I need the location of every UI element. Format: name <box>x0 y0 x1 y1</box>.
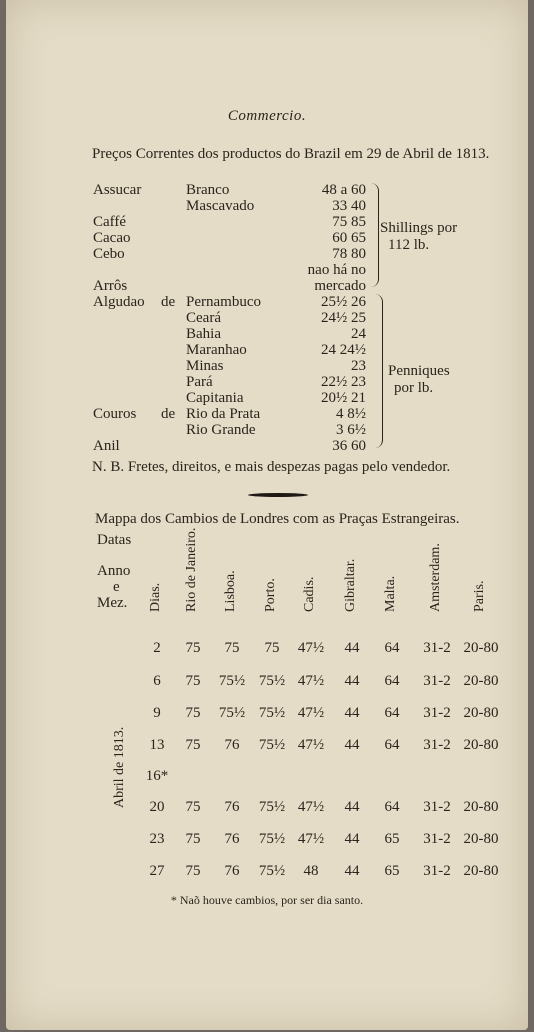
exchange-header: Rio de Janeiro. <box>184 527 199 612</box>
exchange-cell: 75½ <box>218 705 246 721</box>
exchange-header: Malta. <box>383 575 398 612</box>
exchange-cell: 20-80 <box>463 831 499 847</box>
exchange-cell: 20-80 <box>463 737 499 753</box>
exchange-cell: 64 <box>384 640 400 656</box>
price-kind: Maranhao <box>186 342 247 358</box>
exchange-cell: 20-80 <box>463 673 499 689</box>
exchange-cell: 47½ <box>297 705 325 721</box>
price-value: 78 80 <box>332 246 366 262</box>
exchange-header: Lisboa. <box>223 570 238 612</box>
price-product: Arrôs <box>93 278 128 294</box>
exchange-cell: 20-80 <box>463 799 499 815</box>
price-product: Algudao <box>93 294 145 310</box>
price-value: 23 <box>351 358 366 374</box>
exchange-cell: 31-2 <box>423 737 451 753</box>
exchange-cell: 75 <box>224 640 240 656</box>
exchange-cell: 47½ <box>297 737 325 753</box>
exchange-header: Porto. <box>263 578 278 612</box>
anno-label: Anno <box>97 563 131 579</box>
price-value: 60 65 <box>332 230 366 246</box>
exchange-cell: 44 <box>344 737 360 753</box>
exchange-cell: 31-2 <box>423 863 451 879</box>
price-kind: Bahia <box>186 326 221 342</box>
exchange-cell: 76 <box>224 799 240 815</box>
exchange-cell: 44 <box>344 831 360 847</box>
exchange-cell: 65 <box>384 863 400 879</box>
price-value: 33 40 <box>332 198 366 214</box>
exchange-day: 6 <box>153 673 161 689</box>
exchange-cell: 76 <box>224 737 240 753</box>
exchange-cell: 75½ <box>258 863 286 879</box>
anno-e-label: e <box>113 579 120 595</box>
price-value: 75 85 <box>332 214 366 230</box>
unit-pence-line2: por lb. <box>394 380 434 396</box>
price-kind: Mascavado <box>186 198 255 214</box>
exchange-cell: 31-2 <box>423 831 451 847</box>
exchange-cell: 44 <box>344 705 360 721</box>
price-product: Assucar <box>93 182 142 198</box>
price-value: 4 8½ <box>336 406 366 422</box>
exchange-header: Amsterdam. <box>428 543 443 612</box>
price-value: 20½ 21 <box>321 390 366 406</box>
exchange-cell: 75 <box>185 737 201 753</box>
exchange-cell: 64 <box>384 673 400 689</box>
exchange-cell: 44 <box>344 640 360 656</box>
price-value: nao há no <box>307 262 366 278</box>
exchange-cell: 20-80 <box>463 863 499 879</box>
exchange-cell: 75 <box>185 831 201 847</box>
price-value: 48 a 60 <box>321 182 366 198</box>
exchange-cell: 75½ <box>258 799 286 815</box>
exchange-cell: 31-2 <box>423 799 451 815</box>
exchange-cell: 64 <box>384 737 400 753</box>
price-product: Caffé <box>93 214 127 230</box>
pence-brace <box>372 294 383 448</box>
price-value: 22½ 23 <box>321 374 366 390</box>
price-value: 25½ 26 <box>321 294 366 310</box>
exchange-header: Dias. <box>148 582 163 612</box>
exchange-cell: 47½ <box>297 640 325 656</box>
price-value: 24½ 25 <box>321 310 366 326</box>
price-kind: Branco <box>186 182 230 198</box>
price-product: Cacao <box>93 230 131 246</box>
price-product: Cebo <box>93 246 125 262</box>
price-value: 3 6½ <box>336 422 366 438</box>
exchange-cell: 47½ <box>297 673 325 689</box>
price-kind: Pernambuco <box>186 294 261 310</box>
exchange-day: 13 <box>149 737 165 753</box>
exchange-day: 27 <box>149 863 165 879</box>
exchange-header: Gibraltar. <box>343 558 358 612</box>
section-separator <box>248 493 308 497</box>
price-de: de <box>161 294 176 310</box>
exchange-day: 20 <box>149 799 165 815</box>
exchange-cell: 44 <box>344 673 360 689</box>
exchange-cell: 75 <box>185 673 201 689</box>
exchange-header: Paris. <box>472 580 487 612</box>
exchange-cell: 75 <box>185 799 201 815</box>
exchange-cell: 64 <box>384 799 400 815</box>
exchange-cell: 31-2 <box>423 705 451 721</box>
price-value: mercado <box>314 278 366 294</box>
exchange-cell: 20-80 <box>463 640 499 656</box>
exchange-cell: 75½ <box>258 705 286 721</box>
price-kind: Rio da Prata <box>186 406 261 422</box>
exchange-cell: 75 <box>185 640 201 656</box>
price-kind: Ceará <box>186 310 221 326</box>
exchange-cell: 47½ <box>297 799 325 815</box>
exchange-day: 23 <box>149 831 165 847</box>
exchange-cell: 64 <box>384 705 400 721</box>
exchange-day: 9 <box>153 705 161 721</box>
exchange-cell: 75 <box>185 705 201 721</box>
unit-pence-line1: Penniques <box>388 363 450 379</box>
exchange-cell: 31-2 <box>423 640 451 656</box>
exchange-cell: 75½ <box>258 831 286 847</box>
exchange-cell: 31-2 <box>423 673 451 689</box>
price-kind: Capitania <box>186 390 244 406</box>
exchange-cell: 65 <box>384 831 400 847</box>
exchange-cell: 75 <box>185 863 201 879</box>
exchange-cell: 75 <box>264 640 280 656</box>
exchange-cell: 48 <box>303 863 319 879</box>
exchange-cell: 20-80 <box>463 705 499 721</box>
price-kind: Pará <box>186 374 213 390</box>
prices-intro: Preços Correntes dos productos do Brazil em 29 de Abril de 1813. <box>92 146 490 162</box>
price-value: 24 <box>351 326 366 342</box>
exchange-cell: 44 <box>344 799 360 815</box>
unit-shillings-line1: Shillings por <box>380 220 458 236</box>
price-kind: Minas <box>186 358 224 374</box>
price-product: Couros <box>93 406 137 422</box>
exchange-cell: 47½ <box>297 831 325 847</box>
datas-label: Datas <box>97 532 132 548</box>
exchange-day: 16* <box>145 768 169 784</box>
price-de: de <box>161 406 176 422</box>
prices-note: N. B. Fretes, direitos, e mais despezas pagas pelo vendedor. <box>92 459 451 475</box>
exchange-title: Mappa dos Cambios de Londres com as Praças Estrangeiras. <box>95 511 460 527</box>
footnote: * Naõ houve cambios, por ser dia santo. <box>170 893 364 907</box>
exchange-cell: 44 <box>344 863 360 879</box>
unit-shillings-line2: 112 lb. <box>388 237 430 253</box>
exchange-header: Cadis. <box>302 576 317 612</box>
mez-label: Mez. <box>97 595 128 611</box>
price-kind: Rio Grande <box>186 422 256 438</box>
price-value: 24 24½ <box>321 342 366 358</box>
exchange-cell: 75½ <box>258 673 286 689</box>
shillings-brace <box>368 183 379 287</box>
price-value: 36 60 <box>332 438 366 454</box>
exchange-day: 2 <box>153 640 161 656</box>
month-label: Abril de 1813. <box>112 726 127 808</box>
exchange-cell: 76 <box>224 831 240 847</box>
page-header: Commercio. <box>227 108 307 124</box>
exchange-cell: 75½ <box>218 673 246 689</box>
exchange-cell: 75½ <box>258 737 286 753</box>
exchange-cell: 76 <box>224 863 240 879</box>
price-product: Anil <box>93 438 120 454</box>
